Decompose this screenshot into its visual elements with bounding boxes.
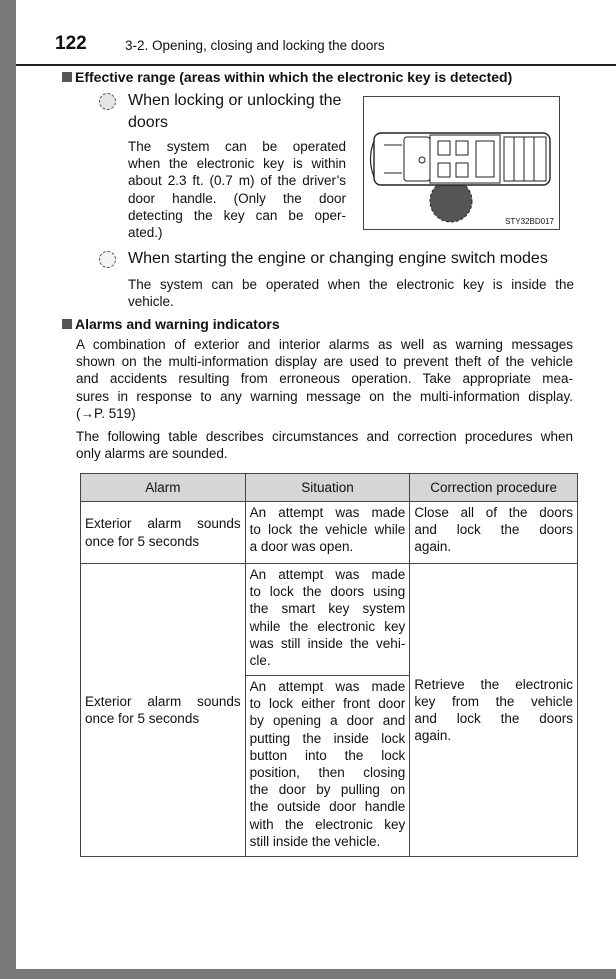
- square-bullet-icon: [62, 72, 72, 82]
- situation-cell: An attempt was made to lock the vehicle while a door was open.: [245, 502, 410, 564]
- header-alarm: Alarm: [81, 474, 246, 502]
- table-header-row: [81, 474, 578, 502]
- manual-page: [16, 0, 616, 969]
- item2-body: The system can be operated when the electronic key is inside the vehicle.: [128, 277, 574, 310]
- table-row: [81, 502, 578, 564]
- alarm-cell: Exterior alarm sounds once for 5 seconds: [81, 502, 246, 564]
- page-number: 122: [55, 33, 87, 54]
- table-intro-paragraph: The following table describes circumstances and correction procedures when only alarms are sounded.: [76, 429, 573, 462]
- chapter-title: 3-2. Opening, closing and locking the doors: [125, 38, 385, 53]
- situation-cell: An attempt was made to lock the doors using the smart key system while the electronic key was still inside the vehi- cle.: [245, 564, 410, 676]
- square-bullet-icon: [62, 319, 72, 329]
- item1-body: The system can be operated when the electronic key is within about 2.3 ft. (0.7 m) of the driver’s door handle. (Only the door detecting the key can be oper- ated.): [128, 139, 346, 241]
- section-heading-alarms: Alarms and warning indicators: [62, 316, 280, 332]
- truck-topview-illustration: [364, 97, 559, 229]
- dashed-circle-light-icon: [99, 251, 116, 268]
- section-heading-effective-range: Effective range (areas within which the electronic key is detected): [62, 69, 512, 85]
- item2-title: When starting the engine or changing engine switch modes: [128, 250, 548, 267]
- correction-cell: Close all of the doors and lock the doors again.: [410, 502, 578, 564]
- item1-title: When locking or unlocking the doors: [128, 92, 342, 131]
- dashed-circle-dark-icon: [99, 93, 116, 110]
- header-correction: Correction procedure: [410, 474, 578, 502]
- table-row: [81, 564, 578, 676]
- alarms-paragraph: A combination of exterior and interior alarms as well as warning messages shown on the multi-information display are used to prevent theft of the vehicle and accidents resulting from erroneous operation. Take appropriate mea- sures in response to any warning message on the multi-information display. (→P. 519): [76, 337, 573, 421]
- header-situation: Situation: [245, 474, 410, 502]
- alarm-table: [80, 473, 578, 857]
- figure-code: STY32BD017: [505, 217, 554, 226]
- vehicle-range-figure: [363, 96, 560, 230]
- situation-cell: An attempt was made to lock either front door by opening a door and putting the inside lock button into the lock position, then closing the door by pulling on the outside door handle with the electronic key still inside the vehicle.: [245, 676, 410, 857]
- correction-cell: Retrieve the electronic key from the vehicle and lock the doors again.: [410, 564, 578, 857]
- page-header: [16, 28, 616, 66]
- alarm-cell: Exterior alarm sounds once for 5 seconds: [81, 564, 246, 857]
